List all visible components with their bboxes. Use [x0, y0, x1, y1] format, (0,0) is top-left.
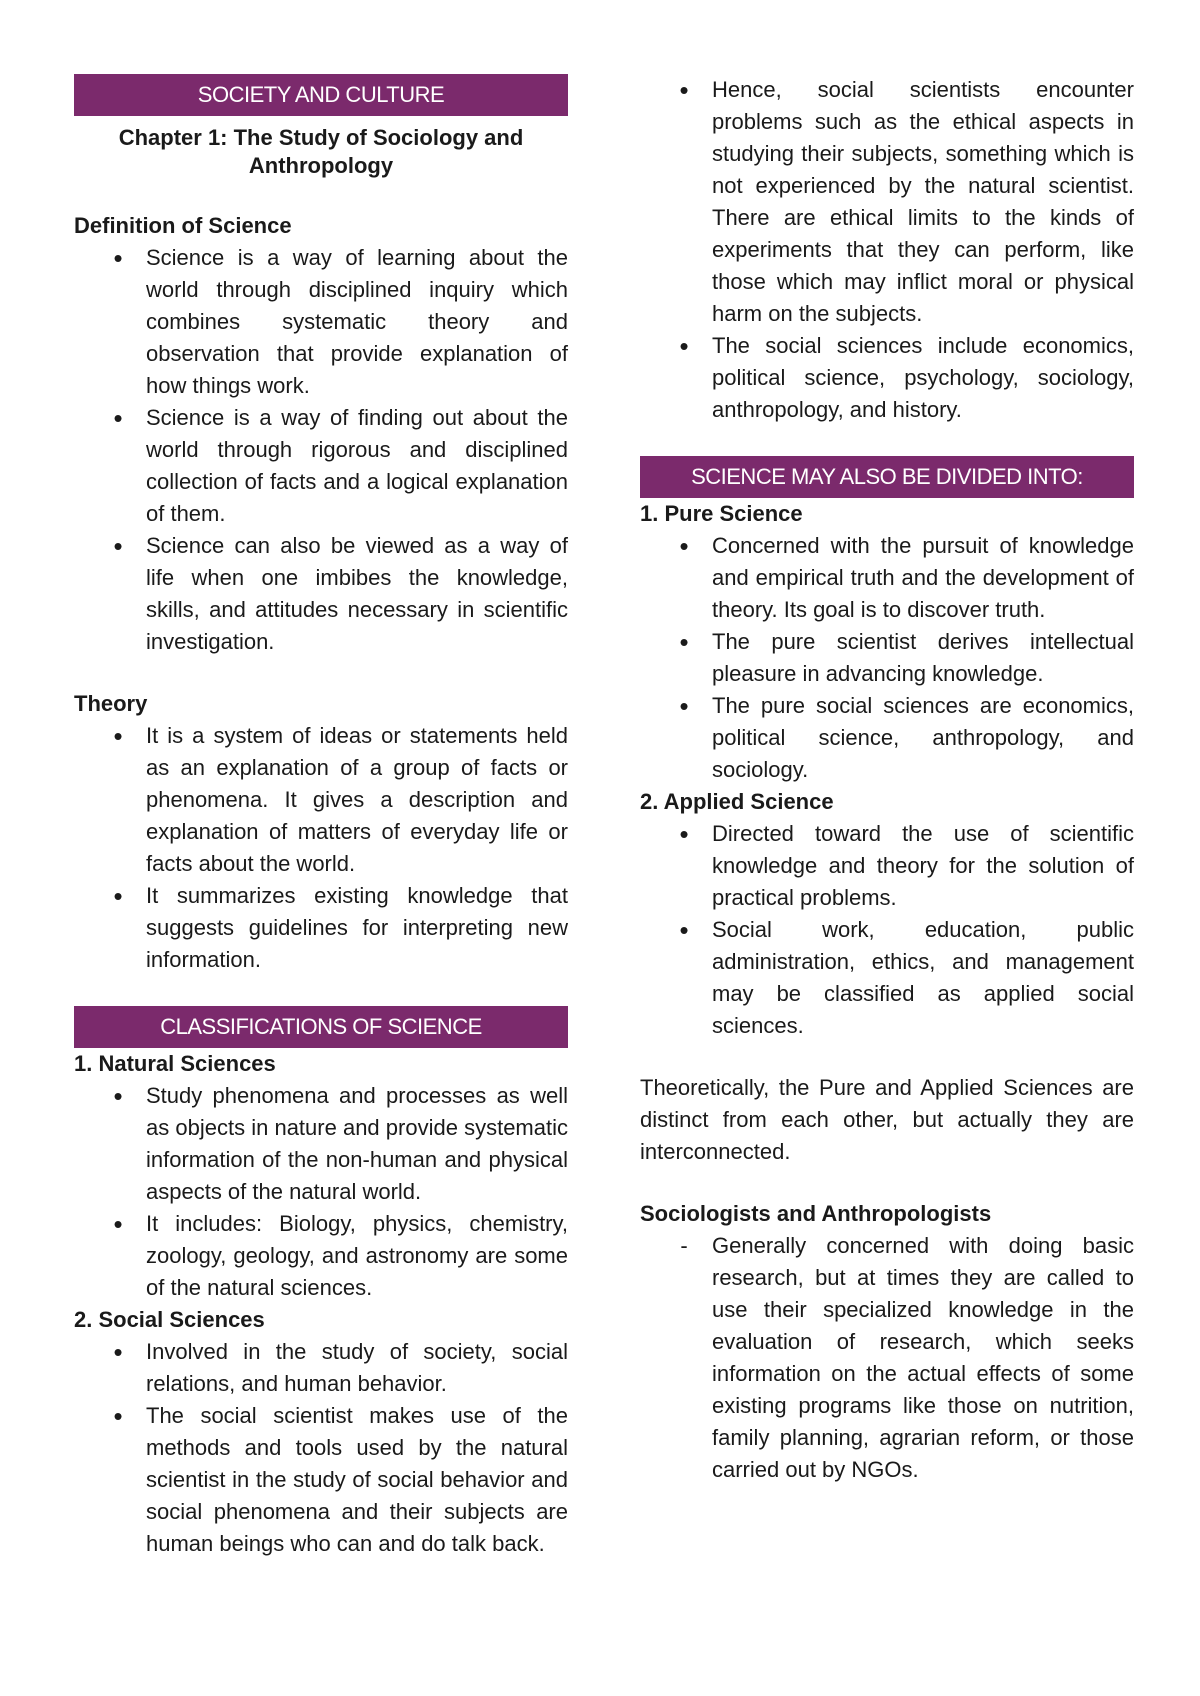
bullet-icon [108, 1400, 128, 1434]
bullet-icon [674, 626, 694, 660]
left-column [74, 74, 568, 1560]
right-column [640, 74, 1134, 1486]
list-item: • Science can also be viewed as a way of life when one imbibes the knowledge, skills, and attitudes necessary in scientific investigation. [74, 530, 568, 658]
bullet-icon [674, 330, 694, 364]
bullet-icon [108, 1208, 128, 1242]
bullet-icon [108, 402, 128, 436]
natural-sciences-list [74, 1080, 568, 1304]
bullet-icon [108, 1336, 128, 1370]
list-item: • Study phenomena and processes as well as objects in nature and provide systematic information of the non-human and physical aspects of the natural world. [74, 1080, 568, 1208]
bullet-icon [674, 74, 694, 108]
definition-heading: Definition of Science [74, 213, 292, 238]
list-item: • Science is a way of finding out about the world through rigorous and disciplined collection of facts and a logical explanation of them. [74, 402, 568, 530]
bullet-icon [674, 530, 694, 564]
list-item: • Directed toward the use of scientific knowledge and theory for the solution of practical problems. [640, 818, 1134, 914]
pure-applied-note: Theoretically, the Pure and Applied Sciences are distinct from each other, but actually they are interconnected. [640, 1075, 1134, 1164]
list-item: • It is a system of ideas or statements held as an explanation of a group of facts or phenomena. It gives a description and explanation of matters of everyday life or facts about the world. [74, 720, 568, 880]
list-item: • Involved in the study of society, social relations, and human behavior. [74, 1336, 568, 1400]
list-item: • Social work, education, public administration, ethics, and management may be classified as applied social sciences. [640, 914, 1134, 1042]
list-item: • It summarizes existing knowledge that suggests guidelines for interpreting new information. [74, 880, 568, 976]
chapter-title: Chapter 1: The Study of Sociology and Anthropology [118, 125, 524, 178]
list-item: • The social scientist makes use of the methods and tools used by the natural scientist in the study of social behavior and social phenomena and their subjects are human beings who can and do talk back. [74, 1400, 568, 1560]
list-item: • The pure scientist derives intellectual pleasure in advancing knowledge. [640, 626, 1134, 690]
applied-science-list [640, 818, 1134, 1042]
sociologists-list [640, 1230, 1134, 1486]
theory-list [74, 720, 568, 976]
social-sciences-list [74, 1336, 568, 1560]
bullet-icon [108, 720, 128, 754]
pure-science-list [640, 530, 1134, 786]
divided-banner: SCIENCE MAY ALSO BE DIVIDED INTO: [640, 456, 1134, 498]
sociologists-heading: Sociologists and Anthropologists [640, 1201, 992, 1226]
list-item: • It includes: Biology, physics, chemistry, zoology, geology, and astronomy are some of the natural sciences. [74, 1208, 568, 1304]
bullet-icon [108, 530, 128, 564]
classifications-banner: CLASSIFICATIONS OF SCIENCE [74, 1006, 568, 1048]
list-item: • Science is a way of learning about the world through disciplined inquiry which combines systematic theory and observation that provide explanation of how things work. [74, 242, 568, 402]
bullet-icon [108, 1080, 128, 1114]
natural-sciences-heading: 1. Natural Sciences [74, 1051, 276, 1076]
bullet-icon [674, 818, 694, 852]
bullet-icon [674, 914, 694, 948]
pure-science-heading: 1. Pure Science [640, 501, 803, 526]
dash-icon [674, 1230, 694, 1262]
social-sciences-list-continued [640, 74, 1134, 426]
list-item: • The pure social sciences are economics, political science, anthropology, and sociology. [640, 690, 1134, 786]
list-item: • Concerned with the pursuit of knowledge and empirical truth and the development of theory. Its goal is to discover truth. [640, 530, 1134, 626]
document-title: SOCIETY AND CULTURE [74, 74, 568, 116]
list-item: • The social sciences include economics, political science, psychology, sociology, anthropology, and history. [640, 330, 1134, 426]
definition-list [74, 242, 568, 658]
bullet-icon [674, 690, 694, 724]
bullet-icon [108, 242, 128, 276]
bullet-icon [108, 880, 128, 914]
theory-heading: Theory [74, 691, 148, 716]
list-item: • Hence, social scientists encounter problems such as the ethical aspects in studying their subjects, something which is not experienced by the natural scientist. There are ethical limits to the kinds of experiments that they can perform, like those which may inflict moral or physical harm on the subjects. [640, 74, 1134, 330]
applied-science-heading: 2. Applied Science [640, 789, 834, 814]
list-item: - Generally concerned with doing basic research, but at times they are called to use their specialized knowledge in the evaluation of research, which seeks information on the actual effects of some existing programs like those on nutrition, family planning, agrarian reform, or those carried out by NGOs. [640, 1230, 1134, 1486]
social-sciences-heading: 2. Social Sciences [74, 1307, 265, 1332]
